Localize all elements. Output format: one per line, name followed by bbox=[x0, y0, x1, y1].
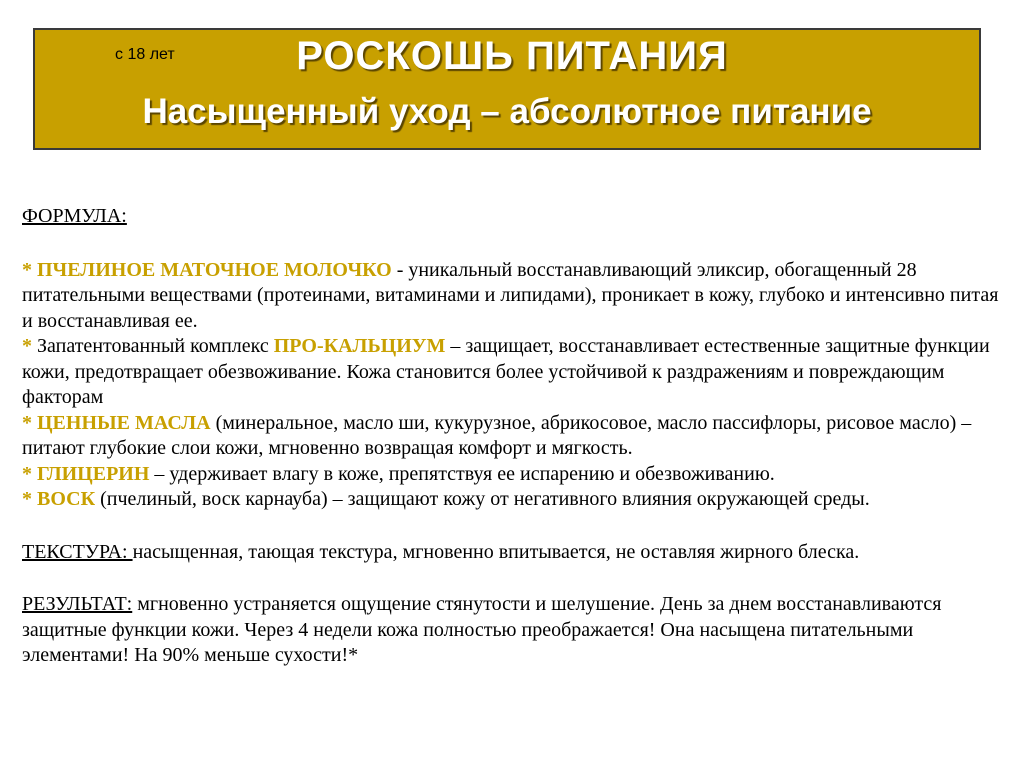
formula-label: ФОРМУЛА: bbox=[22, 205, 127, 227]
ingredient-name: ПРО-КАЛЬЦИУМ bbox=[273, 335, 446, 357]
formula-item-pro-calcium bbox=[22, 334, 1002, 411]
ingredient-text: (минеральное, масло ши, кукурузное, абрикосовое, масло пассифлоры, рисовое масло) – питают глубокие слои кожи, мгновенно возвращая комфорт и мягкость. bbox=[22, 411, 972, 459]
texture-paragraph bbox=[22, 540, 1002, 566]
ingredient-name: ВОСК bbox=[37, 488, 96, 510]
formula-item-wax bbox=[22, 487, 1002, 513]
bullet-star: * bbox=[22, 488, 37, 510]
ingredient-name: ЦЕННЫЕ МАСЛА bbox=[37, 411, 211, 434]
formula-item-glycerin bbox=[22, 462, 1002, 488]
texture-text: насыщенная, тающая текстура, мгновенно впитывается, не оставляя жирного блеска. bbox=[132, 540, 860, 563]
page-title: РОСКОШЬ ПИТАНИЯ bbox=[296, 34, 728, 78]
bullet-star: * bbox=[22, 258, 37, 281]
bullet-star: * bbox=[22, 411, 37, 434]
page-subtitle: Насыщенный уход – абсолютное питание bbox=[142, 92, 872, 131]
result-label: РЕЗУЛЬТАТ: bbox=[22, 593, 133, 615]
result-paragraph bbox=[22, 592, 1002, 669]
bullet-star: * bbox=[22, 462, 37, 485]
texture-label: ТЕКСТУРА: bbox=[22, 540, 133, 563]
ingredient-prefix: Запатентованный комплекс bbox=[37, 335, 274, 357]
formula-item-royal-jelly bbox=[22, 258, 1002, 335]
formula-heading bbox=[22, 204, 1002, 230]
age-label: с 18 лет bbox=[115, 46, 175, 63]
formula-item-oils bbox=[22, 411, 1002, 462]
ingredient-text: – удерживает влагу в коже, препятствуя ее испарению и обезвоживанию. bbox=[149, 462, 775, 485]
ingredient-text: – защищает, восстанавливает естественные защитные функции кожи, предотвращает обезвоживание. Кожа становится более устойчивой к раздражениям и повреждающим факторам bbox=[22, 335, 990, 408]
ingredient-text: - уникальный восстанавливающий эликсир, обогащенный 28 питательными веществами (протеинами, витаминами и липидами), проникает в кожу, глубоко и интенсивно питая и восстанавливая ее. bbox=[22, 258, 999, 332]
result-text: мгновенно устраняется ощущение стянутости и шелушение. День за днем восстанавливаются защитные функции кожи. Через 4 недели кожа полностью преображается! Она насыщена питательными элементами! На 90% меньше сухости!* bbox=[22, 593, 942, 666]
ingredient-name: ГЛИЦЕРИН bbox=[37, 462, 150, 485]
ingredient-name: ПЧЕЛИНОЕ МАТОЧНОЕ МОЛОЧКО bbox=[37, 258, 392, 281]
product-description bbox=[22, 204, 1002, 669]
bullet-star: * bbox=[22, 335, 37, 357]
title-banner bbox=[33, 28, 981, 150]
ingredient-text: (пчелиный, воск карнауба) – защищают кожу от негативного влияния окружающей среды. bbox=[95, 488, 870, 510]
